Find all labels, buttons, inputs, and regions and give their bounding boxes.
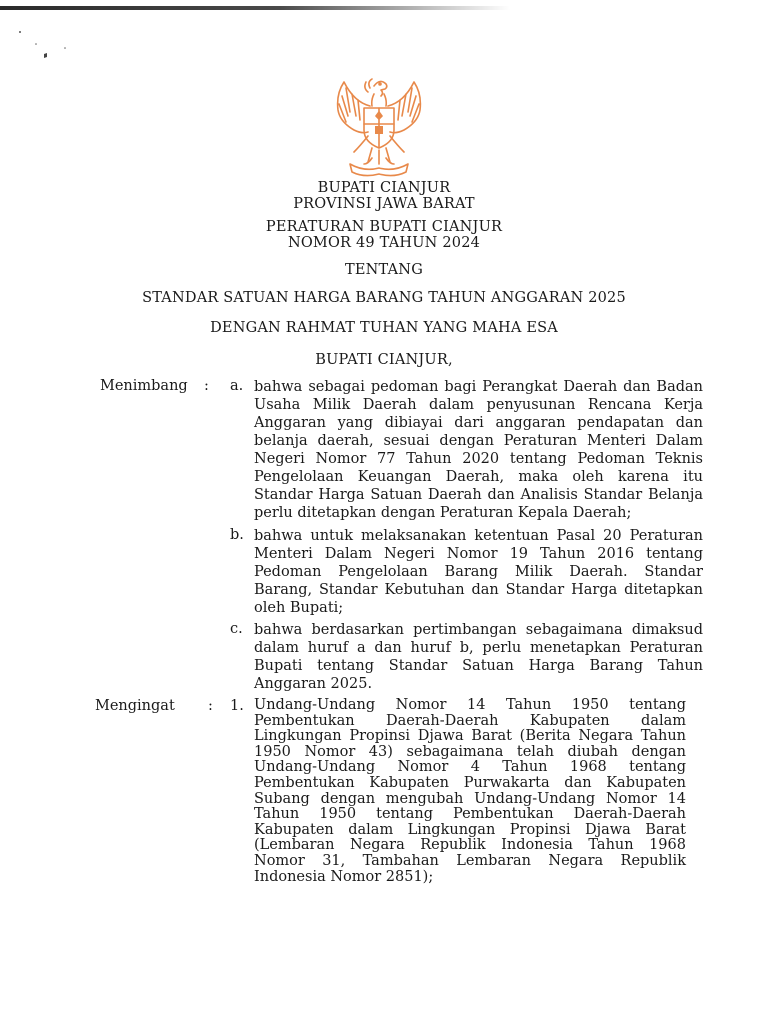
bupati-title: BUPATI CIANJUR — [317, 180, 451, 196]
mengingat-label: Mengingat — [95, 698, 175, 714]
scan-specks — [18, 30, 78, 70]
regulation-title: PERATURAN BUPATI CIANJUR — [265, 219, 503, 235]
invocation: DENGAN RAHMAT TUHAN YANG MAHA ESA — [210, 320, 558, 336]
menimbang-item-b-text: bahwa untuk melaksanakan ketentuan Pasal 20 Peraturan Menteri Dalam Negeri Nomor 19 Tahun 2016 tentang Pedoman Pengelolaan Barang Milik Daerah. Standar Barang, Standar Kebutuhan dan Standar Harga ditetapkan oleh Bupati; — [254, 528, 703, 616]
menimbang-item-c-text: bahwa berdasarkan pertimbangan sebagaimana dimaksud dalam huruf a dan huruf b, perlu menetapkan Peraturan Bupati tentang Standar Satuan Harga Barang Tahun Anggaran 2025. — [254, 622, 703, 692]
header-issuer — [0, 180, 768, 212]
mengingat-item-1-text: Undang-Undang Nomor 14 Tahun 1950 tentang Pembentukan Daerah-Daerah Kabupaten dalam Lingkungan Propinsi Djawa Barat (Berita Negara Tahun 1950 Nomor 43) sebagaimana telah diubah dengan Undang-Undang Nomor 4 Tahun 1968 tentang Pembentukan Kabupaten Purwakarta dan Kabupaten Subang dengan mengubah Undang-Undang Nomor 14 Tahun 1950 tentang Pembentukan Daerah-Daerah Kabupaten dalam Lingkungan Propinsi Djawa Barat (Lembaran Negara Republik Indonesia Tahun 1968 Nomor 31, Tambahan Lembaran Negara Republik Indonesia Nomor 2851); — [254, 697, 686, 885]
regulation-subject: STANDAR SATUAN HARGA BARANG TAHUN ANGGARAN 2025 — [142, 290, 626, 306]
regulation-number: NOMOR 49 TAHUN 2024 — [287, 235, 481, 251]
province-title: PROVINSI JAWA BARAT — [293, 196, 475, 212]
menimbang-label: Menimbang — [100, 378, 188, 394]
menimbang-colon: : — [204, 378, 209, 394]
mengingat-item-1-mark: 1. — [230, 698, 244, 714]
authority-line: BUPATI CIANJUR, — [315, 352, 453, 368]
scan-edge-shadow — [0, 6, 510, 10]
header-regulation — [0, 219, 768, 251]
menimbang-item-b-mark: b. — [230, 527, 244, 543]
mengingat-colon: : — [208, 698, 213, 714]
menimbang-item-a-mark: a. — [230, 378, 244, 394]
tentang-heading: TENTANG — [345, 262, 423, 278]
menimbang-item-c-mark: c. — [230, 621, 243, 637]
garuda-emblem-icon — [324, 72, 434, 180]
menimbang-item-a-text: bahwa sebagai pedoman bagi Perangkat Daerah dan Badan Usaha Milik Daerah dalam penyusunan Rencana Kerja Anggaran yang dibiayai dari anggaran pendapatan dan belanja daerah, sesuai dengan Peraturan Menteri Dalam Negeri Nomor 77 Tahun 2020 tentang Pedoman Teknis Pengelolaan Keuangan Daerah, maka oleh karena itu Standar Harga Satuan Daerah dan Analisis Standar Belanja perlu ditetapkan dengan Peraturan Kepala Daerah; — [254, 379, 703, 521]
